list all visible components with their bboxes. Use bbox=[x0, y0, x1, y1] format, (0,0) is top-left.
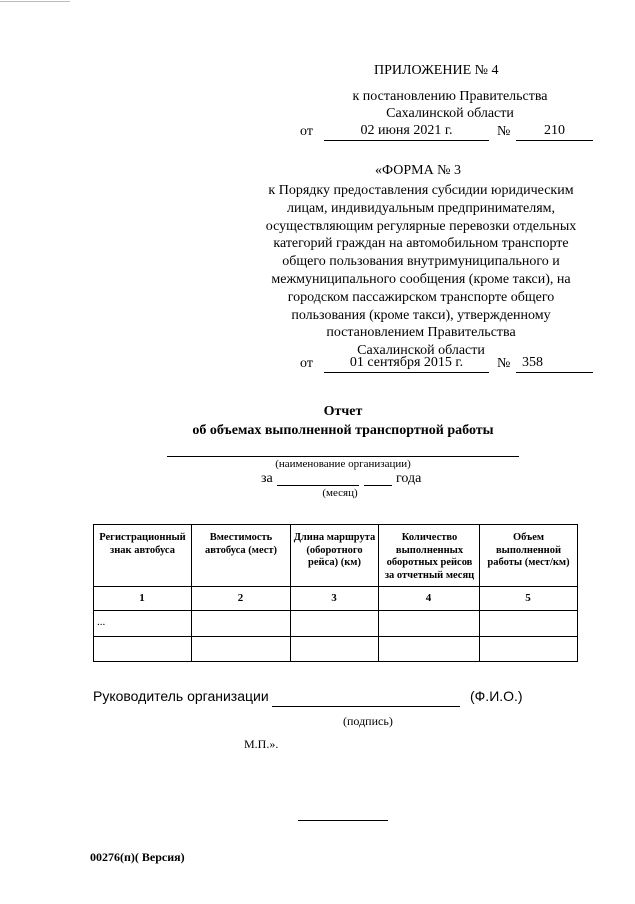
decree-date-underline bbox=[324, 140, 489, 141]
form-line: пользования (кроме такси), утвержденному bbox=[291, 307, 551, 323]
form-number: 358 bbox=[522, 355, 543, 370]
table-row-divider bbox=[93, 610, 578, 611]
table-column-number: 5 bbox=[525, 592, 531, 604]
form-line: категорий граждан на автомобильном транспорте bbox=[273, 236, 569, 252]
stamp-label: М.П.». bbox=[244, 737, 279, 751]
table-border-bottom bbox=[93, 661, 578, 662]
decree-number: 210 bbox=[544, 123, 565, 138]
sign-caption: (подпись) bbox=[343, 714, 393, 728]
table-border-right bbox=[577, 524, 578, 662]
table-cell: ... bbox=[97, 616, 106, 628]
decree-date: 02 июня 2021 г. bbox=[360, 123, 453, 138]
month-caption: (месяц) bbox=[322, 487, 358, 499]
table-header-divider bbox=[93, 586, 578, 587]
form-number-underline bbox=[516, 372, 593, 373]
table-column-number: 3 bbox=[331, 592, 337, 604]
form-title: «ФОРМА № 3 bbox=[375, 163, 462, 178]
form-line: лицам, индивидуальным предпринимателям, bbox=[287, 200, 555, 216]
report-title: Отчет bbox=[323, 404, 363, 419]
decree-num-label: № bbox=[497, 124, 511, 139]
form-line: городском пассажирском транспорте общего bbox=[287, 289, 555, 305]
appendix-title: ПРИЛОЖЕНИЕ № 4 bbox=[374, 63, 499, 78]
table-column-number: 2 bbox=[237, 592, 244, 604]
table-header-volume: Объем выполненной работы (мест/км) bbox=[487, 532, 570, 568]
closing-rule bbox=[298, 820, 388, 821]
form-line: осуществляющим регулярные перевозки отдельных bbox=[265, 218, 577, 234]
org-name-line[interactable] bbox=[167, 456, 519, 457]
report-subtitle: об объемах выполненной транспортной работы bbox=[192, 423, 494, 438]
fio-label: (Ф.И.О.) bbox=[470, 688, 523, 704]
month-line[interactable] bbox=[277, 485, 359, 486]
table-row-divider bbox=[93, 636, 578, 637]
signature-label: Руководитель организации bbox=[93, 688, 269, 704]
decree-line-1: к постановлению Правительства bbox=[352, 89, 548, 104]
table-header-reg-number: Регистрационный знак автобуса bbox=[99, 532, 186, 556]
form-date-underline bbox=[324, 372, 489, 373]
decree-line-2: Сахалинской области bbox=[386, 106, 514, 121]
scan-mark bbox=[0, 1, 70, 2]
table-column-number: 1 bbox=[139, 592, 145, 604]
form-line: Сахалинской области bbox=[357, 343, 485, 359]
decree-number-underline bbox=[516, 140, 593, 141]
table-header-capacity: Вместимость автобуса (мест) bbox=[204, 532, 278, 556]
signature-line[interactable] bbox=[272, 706, 460, 707]
form-line: общего пользования внутримуниципального и bbox=[282, 254, 560, 270]
table-header-trips-count: Количество выполненных оборотных рейсов за отчетный месяц bbox=[384, 532, 475, 581]
table-header-route-length: Длина маршрута (оборотного рейса) (км) bbox=[293, 532, 376, 568]
form-num-label: № bbox=[497, 356, 511, 371]
period-prefix: за bbox=[261, 471, 273, 486]
form-from-label: от bbox=[300, 356, 313, 371]
form-line: постановлением Правительства bbox=[326, 325, 516, 341]
org-caption: (наименование организации) bbox=[275, 458, 411, 470]
report-table bbox=[93, 524, 578, 662]
form-description bbox=[250, 182, 592, 360]
footer-code: 00276(п)( Версия) bbox=[90, 850, 185, 864]
table-column-number: 4 bbox=[425, 592, 432, 604]
table-border-top bbox=[93, 524, 578, 525]
period-suffix: года bbox=[396, 471, 422, 486]
year-line[interactable] bbox=[364, 485, 392, 486]
form-line: межмуниципального сообщения (кроме такси), на bbox=[271, 271, 571, 287]
form-date: 01 сентября 2015 г. bbox=[349, 355, 464, 370]
form-line: к Порядку предоставления субсидии юридическим bbox=[268, 183, 574, 198]
decree-from-label: от bbox=[300, 124, 313, 139]
